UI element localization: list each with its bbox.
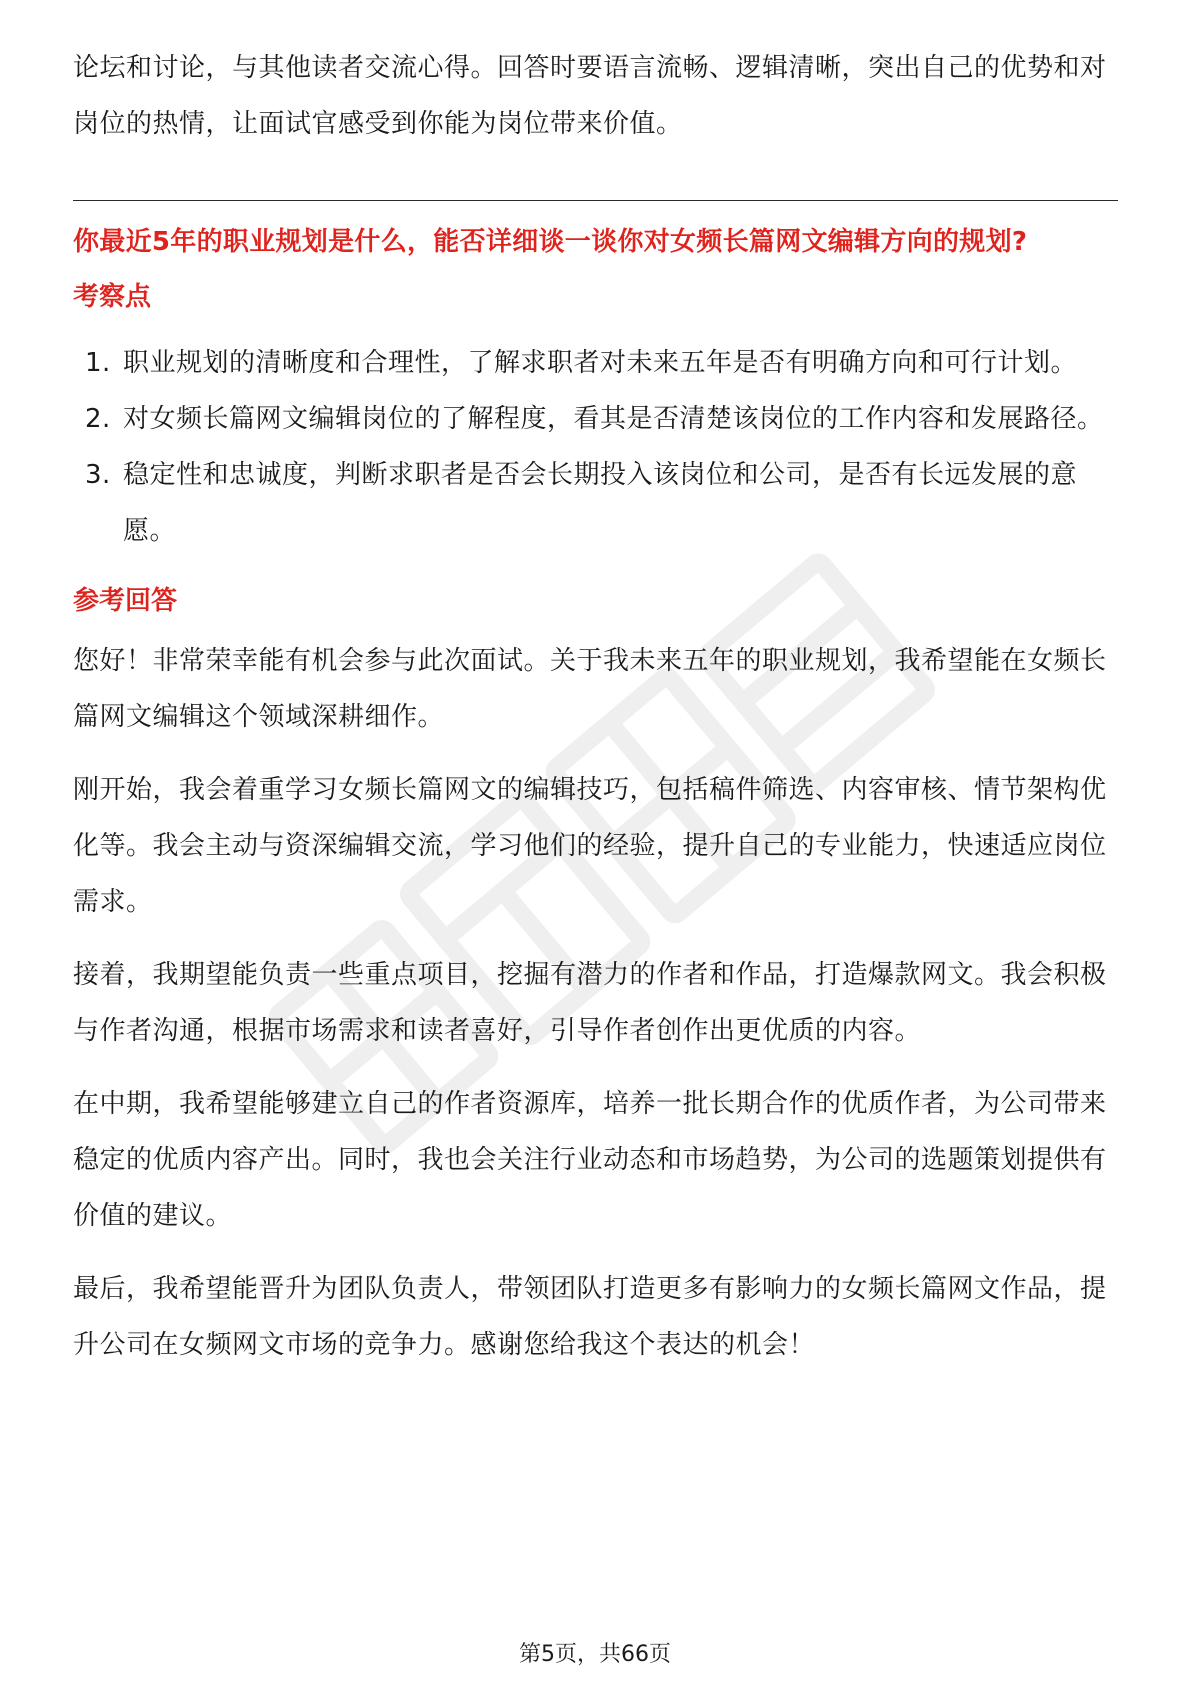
answer-paragraph: 最后，我希望能晋升为团队负责人，带领团队打造更多有影响力的女频长篇网文作品，提升公司在女频网文市场的竞争力。感谢您给我这个表达的机会！ [73, 1274, 1107, 1360]
list-item-number: 2. [85, 404, 111, 434]
answer-paragraph: 您好！非常荣幸能有机会参与此次面试。关于我未来五年的职业规划，我希望能在女频长篇网文编辑这个领域深耕细作。 [73, 646, 1107, 732]
answer-body [73, 633, 1118, 1373]
answer-paragraph: 刚开始，我会着重学习女频长篇网文的编辑技巧，包括稿件筛选、内容审核、情节架构优化等。我会主动与资深编辑交流，学习他们的经验，提升自己的专业能力，快速适应岗位需求。 [73, 775, 1107, 917]
list-item-text: 对女频长篇网文编辑岗位的了解程度，看其是否清楚该岗位的工作内容和发展路径。 [123, 404, 1104, 434]
evaluation-points-list [73, 335, 1118, 559]
answer-heading: 参考回答 [73, 586, 178, 616]
list-item-number: 1. [85, 348, 111, 378]
list-item [73, 447, 1118, 559]
points-heading: 考察点 [73, 282, 152, 312]
answer-paragraph: 在中期，我希望能够建立自己的作者资源库，培养一批长期合作的优质作者，为公司带来稳定的优质内容产出。同时，我也会关注行业动态和市场趋势，为公司的选题策划提供有价值的建议。 [73, 1089, 1107, 1231]
page-number-footer: 第5页，共66页 [519, 1642, 671, 1667]
list-item-number: 3. [85, 460, 111, 490]
list-item [73, 335, 1118, 391]
intro-paragraph: 论坛和讨论，与其他读者交流心得。回答时要语言流畅、逻辑清晰，突出自己的优势和对岗位的热情，让面试官感受到你能为岗位带来价值。 [73, 53, 1107, 139]
section-divider [73, 200, 1118, 201]
interview-question: 你最近5年的职业规划是什么，能否详细谈一谈你对女频长篇网文编辑方向的规划? [73, 227, 1028, 257]
spacer [73, 152, 1118, 200]
answer-paragraph: 接着，我期望能负责一些重点项目，挖掘有潜力的作者和作品，打造爆款网文。我会积极与作者沟通，根据市场需求和读者喜好，引导作者创作出更优质的内容。 [73, 960, 1107, 1046]
list-item-text: 职业规划的清晰度和合理性，了解求职者对未来五年是否有明确方向和可行计划。 [123, 348, 1078, 378]
list-item-text: 稳定性和忠诚度，判断求职者是否会长期投入该岗位和公司，是否有长远发展的意愿。 [123, 460, 1078, 546]
list-item [73, 391, 1118, 447]
document-content [73, 40, 1118, 1390]
